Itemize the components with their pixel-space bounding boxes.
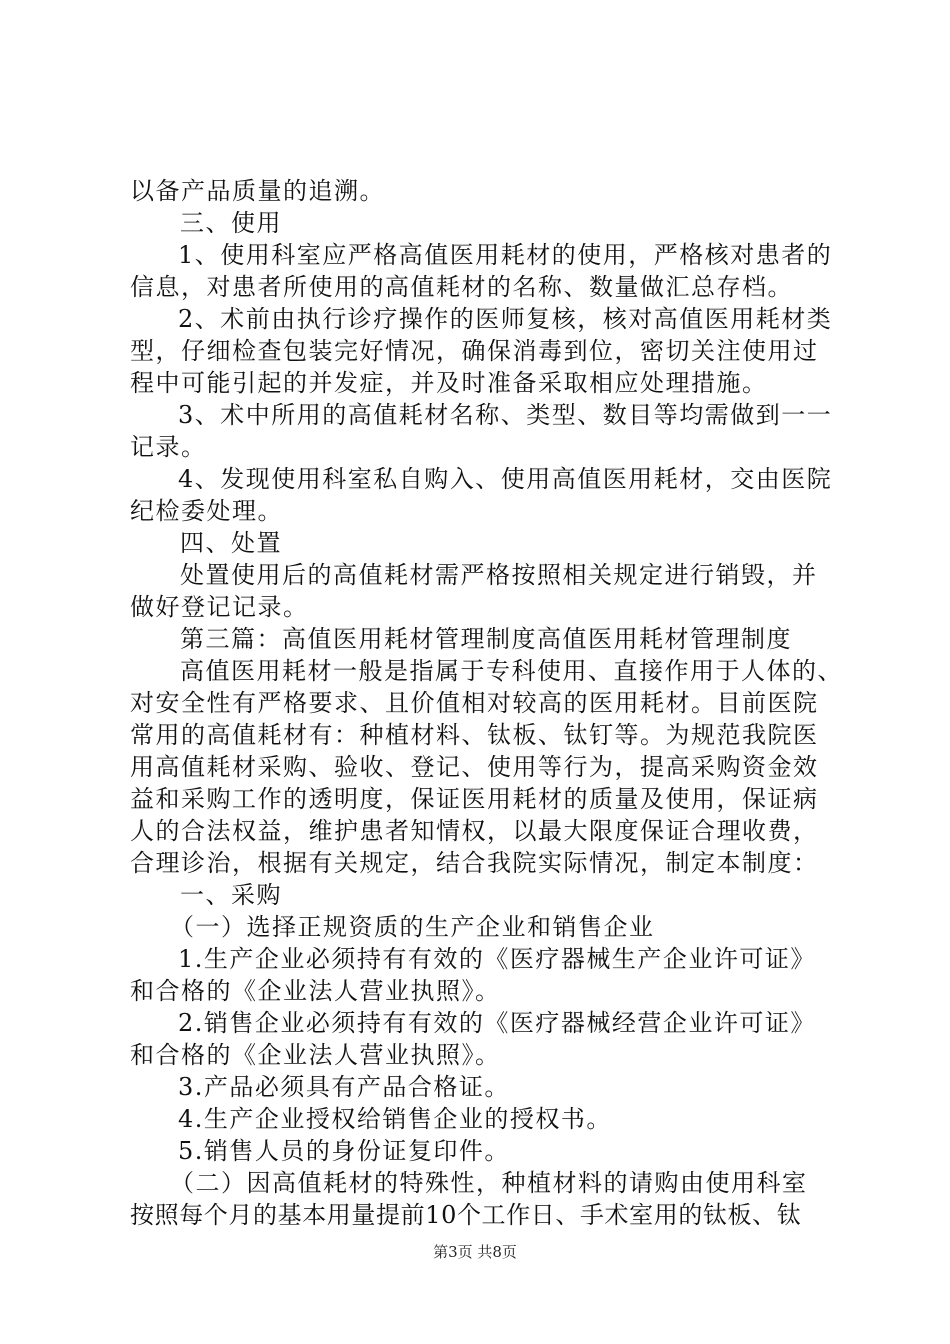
subsection-heading: （一）选择正规资质的生产企业和销售企业 [170,913,655,941]
text-line: 4.生产企业授权给销售企业的授权书。 [178,1105,612,1133]
text-line: 益和采购工作的透明度，保证医用耗材的质量及使用，保证病 [130,785,819,813]
section-heading: 三、使用 [180,209,282,237]
text-line: 4、发现使用科室私自购入、使用高值医用耗材，交由医院 [178,465,833,493]
text-line: 和合格的《企业法人营业执照》。 [130,1041,501,1069]
text-line: 合理诊治，根据有关规定，结合我院实际情况，制定本制度： [130,849,819,877]
text-line: 型，仔细检查包装完好情况，确保消毒到位，密切关注使用过 [130,337,819,365]
text-line: 3、术中所用的高值耗材名称、类型、数目等均需做到一一 [178,401,833,429]
text-line: 对安全性有严格要求、且价值相对较高的医用耗材。目前医院 [130,689,819,717]
text-line: 以备产品质量的追溯。 [130,177,385,205]
text-line: 信息，对患者所使用的高值耗材的名称、数量做汇总存档。 [130,273,793,301]
chapter-title: 第三篇：高值医用耗材管理制度高值医用耗材管理制度 [180,625,792,653]
text-line: 2、术前由执行诊疗操作的医师复核，核对高值医用耗材类 [178,305,833,333]
text-line: 常用的高值耗材有：种植材料、钛板、钛钉等。为规范我院医 [130,721,819,749]
text-line: 做好登记记录。 [130,593,309,621]
text-line: 人的合法权益，维护患者知情权，以最大限度保证合理收费， [130,817,819,845]
text-line: 5.销售人员的身份证复印件。 [178,1137,510,1165]
text-line: 用高值耗材采购、验收、登记、使用等行为，提高采购资金效 [130,753,819,781]
page-number-footer: 第3页 共8页 [433,1243,517,1261]
section-heading: 四、处置 [180,529,282,557]
text-line: 按照每个月的基本用量提前10个工作日、手术室用的钛板、钛 [130,1201,802,1229]
text-line: 纪检委处理。 [130,497,283,525]
text-line: 处置使用后的高值耗材需严格按照相关规定进行销毁，并 [180,561,818,589]
text-line: 和合格的《企业法人营业执照》。 [130,977,501,1005]
text-line: 3.产品必须具有产品合格证。 [178,1073,510,1101]
text-line: 1.生产企业必须持有有效的《医疗器械生产企业许可证》 [178,945,816,973]
text-line: 2.销售企业必须持有有效的《医疗器械经营企业许可证》 [178,1009,816,1037]
text-line: （二）因高值耗材的特殊性，种植材料的请购由使用科室 [170,1169,808,1197]
section-heading: 一、采购 [180,881,282,909]
text-line: 高值医用耗材一般是指属于专科使用、直接作用于人体的、 [180,657,843,685]
text-line: 记录。 [130,433,207,461]
text-line: 程中可能引起的并发症，并及时准备采取相应处理措施。 [130,369,768,397]
text-line: 1、使用科室应严格高值医用耗材的使用，严格核对患者的 [178,241,833,269]
